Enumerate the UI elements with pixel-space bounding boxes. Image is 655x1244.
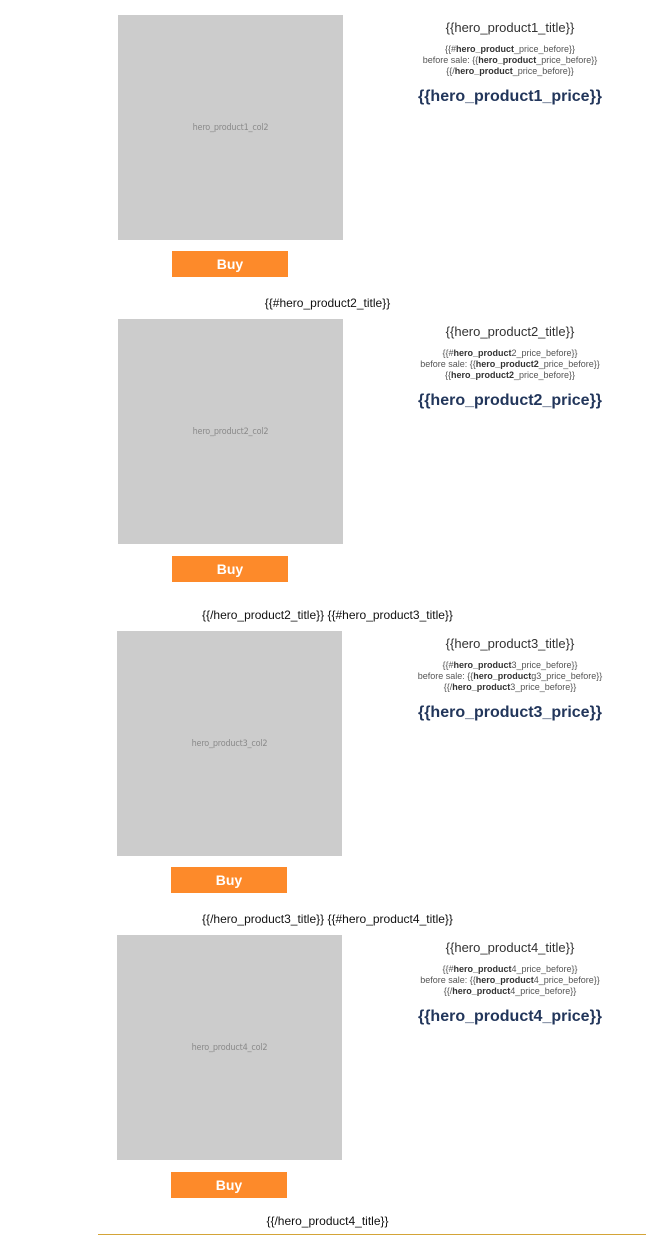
template-separator: {{/hero_product2_title}} {{#hero_product3_title}} (202, 608, 453, 622)
image-label: hero_product4_col2 (191, 1042, 268, 1053)
product-image-placeholder[interactable] (117, 631, 342, 856)
price-before-line: before sale: {{hero_product4_price_before}} (420, 975, 600, 985)
product-info (375, 20, 645, 107)
product-info (375, 324, 645, 411)
template-separator: {{/hero_product3_title}} {{#hero_product4_title}} (202, 912, 453, 926)
product-price: {{hero_product3_price}} (417, 704, 603, 721)
price-before-line: {{/hero_product3_price_before}} (443, 682, 577, 692)
price-before-line: {{#hero_product2_price_before}} (442, 348, 578, 358)
price-before-line: {{#hero_product_price_before}} (444, 44, 576, 54)
price-before-block (375, 44, 645, 77)
template-separator: {{/hero_product4_title}} (266, 1214, 389, 1228)
product-info (375, 940, 645, 1027)
price-before-line: before sale: {{hero_product2_price_before}} (420, 359, 600, 369)
product-title: {{hero_product3_title}} (445, 636, 575, 651)
buy-button[interactable]: Buy (171, 867, 287, 893)
image-label: hero_product1_col2 (192, 122, 269, 133)
product-image-placeholder[interactable] (118, 15, 343, 240)
product-image-placeholder[interactable] (117, 935, 342, 1160)
product-info (375, 636, 645, 723)
product-price: {{hero_product1_price}} (417, 88, 603, 105)
image-label: hero_product2_col2 (192, 426, 269, 437)
price-before-line: {{/hero_product4_price_before}} (443, 986, 577, 996)
price-before-line: {{/hero_product_price_before}} (446, 66, 574, 76)
product-price: {{hero_product4_price}} (417, 1008, 603, 1025)
buy-button[interactable]: Buy (172, 556, 288, 582)
price-before-line: before sale: {{hero_product_price_before}} (422, 55, 598, 65)
product-title: {{hero_product4_title}} (445, 940, 575, 955)
product-price: {{hero_product2_price}} (417, 392, 603, 409)
footer-divider (98, 1234, 646, 1235)
product-title: {{hero_product1_title}} (445, 20, 575, 35)
price-before-line: {{#hero_product4_price_before}} (442, 964, 578, 974)
price-before-line: {{hero_product2_price_before}} (444, 370, 576, 380)
price-before-line: {{#hero_product3_price_before}} (442, 660, 578, 670)
product-image-placeholder[interactable] (118, 319, 343, 544)
price-before-block (375, 348, 645, 381)
buy-button[interactable]: Buy (171, 1172, 287, 1198)
image-label: hero_product3_col2 (191, 738, 268, 749)
price-before-block (375, 660, 645, 693)
buy-button[interactable]: Buy (172, 251, 288, 277)
price-before-block (375, 964, 645, 997)
price-before-line: before sale: {{hero_productg3_price_before}} (417, 671, 603, 681)
template-separator: {{#hero_product2_title}} (264, 296, 391, 310)
product-title: {{hero_product2_title}} (445, 324, 575, 339)
